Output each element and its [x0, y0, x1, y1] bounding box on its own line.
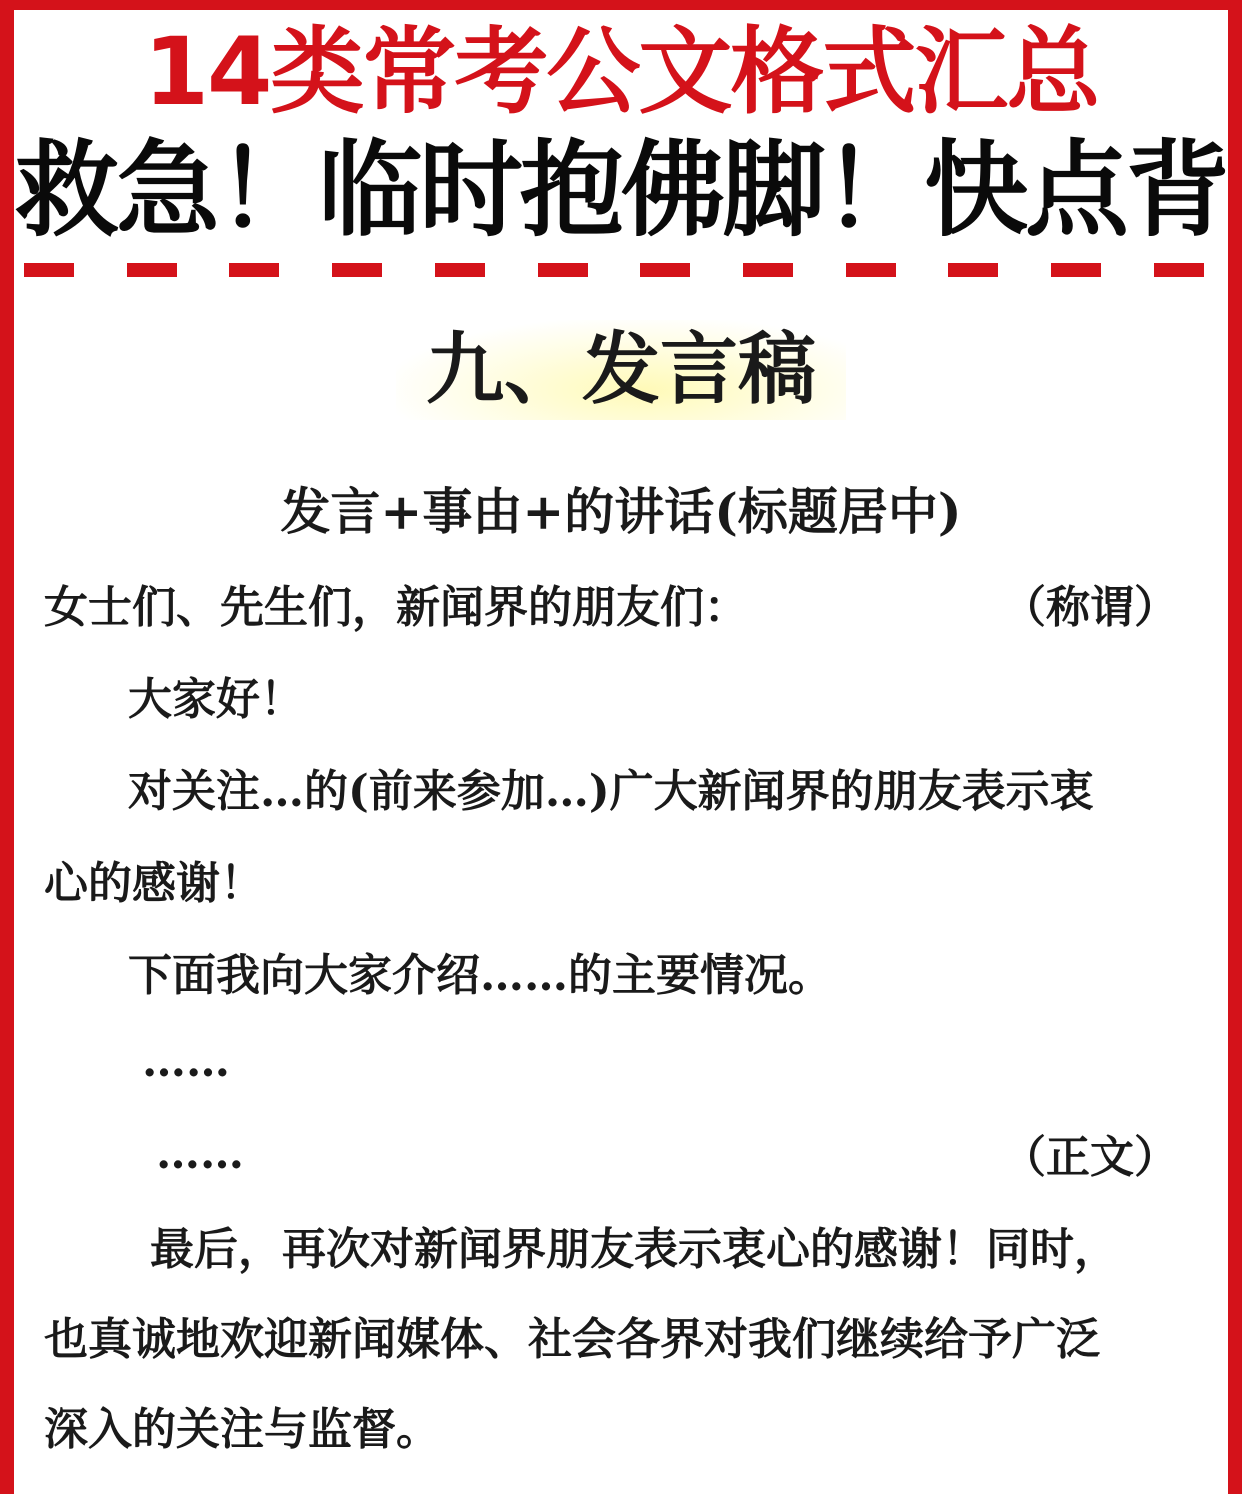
divider-dash: [948, 263, 998, 277]
divider-dash: [743, 263, 793, 277]
divider-dash: [1051, 263, 1101, 277]
header-title: 14类常考公文格式汇总: [143, 18, 1099, 127]
section-title-container: [0, 320, 1242, 420]
divider-dash: [640, 263, 690, 277]
closing-line-2: 也真诚地欢迎新闻媒体、社会各界对我们继续给予广泛: [44, 1314, 1100, 1365]
section-title: 九、发言稿: [396, 320, 846, 420]
header-subtitle: 救急！临时抱佛脚！快点背: [14, 129, 1227, 251]
divider-dash: [435, 263, 485, 277]
body-note: （正文）: [1002, 1132, 1178, 1183]
dashed-divider: [24, 263, 1204, 277]
ellipsis-line-1: ……: [142, 1036, 230, 1087]
divider-dash: [1154, 263, 1204, 277]
ellipsis-line-2: ……: [156, 1128, 244, 1179]
greeting-text: 大家好！: [128, 674, 304, 725]
divider-dash: [24, 263, 74, 277]
divider-dash: [127, 263, 177, 277]
section-subheading: 发言+事由+的讲话(标题居中): [280, 482, 962, 541]
intro-text: 下面我向大家介绍……的主要情况。: [128, 950, 832, 1001]
divider-dash: [846, 263, 896, 277]
closing-line-3: 深入的关注与监督。: [44, 1404, 440, 1455]
closing-line-1: 最后，再次对新闻界朋友表示衷心的感谢！同时，: [150, 1224, 1118, 1275]
salutation-note: （称谓）: [1002, 582, 1178, 633]
thanks-line-1: 对关注…的(前来参加…)广大新闻界的朋友表示衷: [128, 766, 1094, 817]
divider-dash: [538, 263, 588, 277]
divider-dash: [332, 263, 382, 277]
thanks-line-2: 心的感谢！: [44, 858, 264, 909]
divider-dash: [229, 263, 279, 277]
salutation-text: 女士们、先生们，新闻界的朋友们：: [44, 582, 748, 633]
